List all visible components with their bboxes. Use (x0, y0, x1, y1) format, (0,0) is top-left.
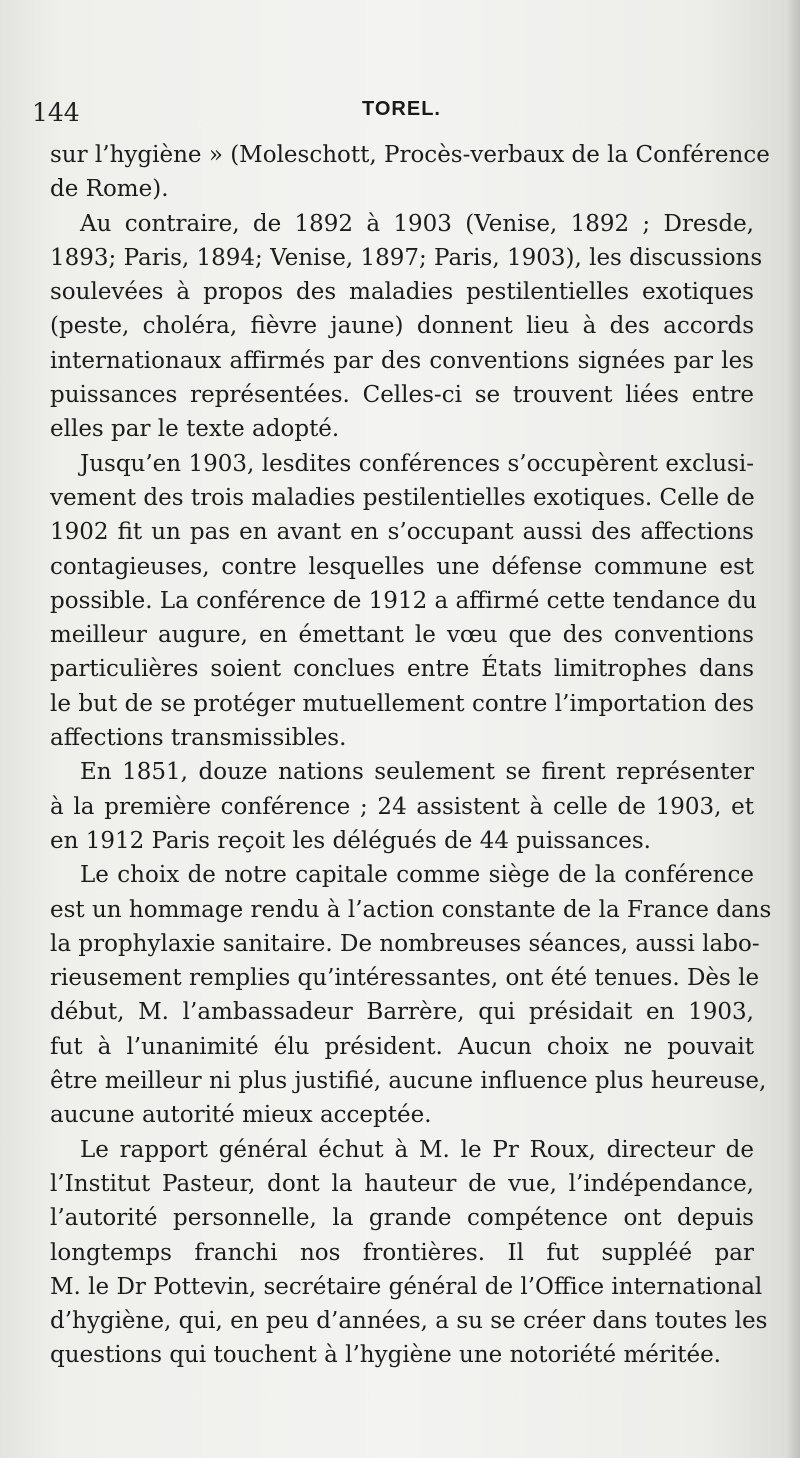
text-line: 1893; Paris, 1894; Venise, 1897; Paris, 1903), les discussions (50, 244, 763, 271)
text-line: Le rapport général échut à M. le Pr Roux, directeur de (80, 1136, 754, 1163)
text-line: vement des trois maladies pestilentielles exotiques. Celle de (50, 484, 755, 511)
running-head: TOREL. (362, 98, 441, 120)
text-line: en 1912 Paris reçoit les délégués de 44 puissances. (50, 827, 651, 854)
body-text (50, 138, 772, 1373)
text-line: début, M. l’ambassadeur Barrère, qui présidait en 1903, (50, 999, 754, 1026)
text-line: questions qui touchent à l’hygiène une notoriété méritée. (50, 1342, 721, 1369)
text-line: d’hygiène, qui, en peu d’années, a su se créer dans toutes les (50, 1308, 768, 1335)
text-line: Jusqu’en 1903, lesdites conférences s’occupèrent exclusi- (80, 450, 754, 477)
text-line: aucune autorité mieux acceptée. (50, 1102, 432, 1129)
text-line: puissances représentées. Celles-ci se trouvent liées entre (50, 382, 754, 409)
text-line: contagieuses, contre lesquelles une défense commune est (50, 553, 754, 580)
text-line: est un hommage rendu à l’action constante de la France dans (50, 896, 772, 923)
text-line: rieusement remplies qu’intéressantes, ont été tenues. Dès le (50, 965, 760, 992)
text-line: En 1851, douze nations seulement se firent représenter (80, 759, 754, 786)
text-line: fut à l’unanimité élu président. Aucun choix ne pouvait (50, 1033, 754, 1060)
text-line: l’autorité personnelle, la grande compétence ont depuis (50, 1205, 754, 1232)
text-line: Le choix de notre capitale comme siège de la conférence (80, 862, 754, 889)
text-line: (peste, choléra, fièvre jaune) donnent lieu à des accords (50, 313, 754, 340)
text-line: M. le Dr Pottevin, secrétaire général de l’Office international (50, 1273, 763, 1300)
text-line: le but de se protéger mutuellement contre l’importation des (50, 690, 754, 717)
page-header (32, 96, 772, 132)
text-line: Au contraire, de 1892 à 1903 (Venise, 1892 ; Dresde, (80, 210, 754, 237)
text-line: possible. La conférence de 1912 a affirmé cette tendance du (50, 587, 757, 614)
text-line: de Rome). (50, 176, 169, 203)
text-line: être meilleur ni plus justifié, aucune influence plus heureuse, (50, 1068, 767, 1095)
text-line: la prophylaxie sanitaire. De nombreuses séances, aussi labo- (50, 930, 760, 957)
text-line: l’Institut Pasteur, dont la hauteur de vue, l’indépendance, (50, 1170, 754, 1197)
text-line: internationaux affirmés par des conventions signées par les (50, 347, 754, 374)
text-line: longtemps franchi nos frontières. Il fut suppléé par (50, 1239, 754, 1266)
page-edge-shadow (786, 0, 800, 1458)
text-line: à la première conférence ; 24 assistent à celle de 1903, et (50, 793, 754, 820)
page-number: 144 (32, 98, 80, 127)
text-line: affections transmissibles. (50, 725, 347, 752)
text-line: sur l’hygiène » (Moleschott, Procès-verbaux de la Conférence (50, 142, 770, 168)
text-line: soulevées à propos des maladies pestilentielles exotiques (50, 279, 754, 306)
text-line: elles par le texte adopté. (50, 416, 340, 443)
text-line: meilleur augure, en émettant le vœu que des conventions (50, 622, 754, 649)
text-line: 1902 fit un pas en avant en s’occupant aussi des affections (50, 519, 754, 546)
text-line: particulières soient conclues entre États limitrophes dans (50, 656, 754, 683)
